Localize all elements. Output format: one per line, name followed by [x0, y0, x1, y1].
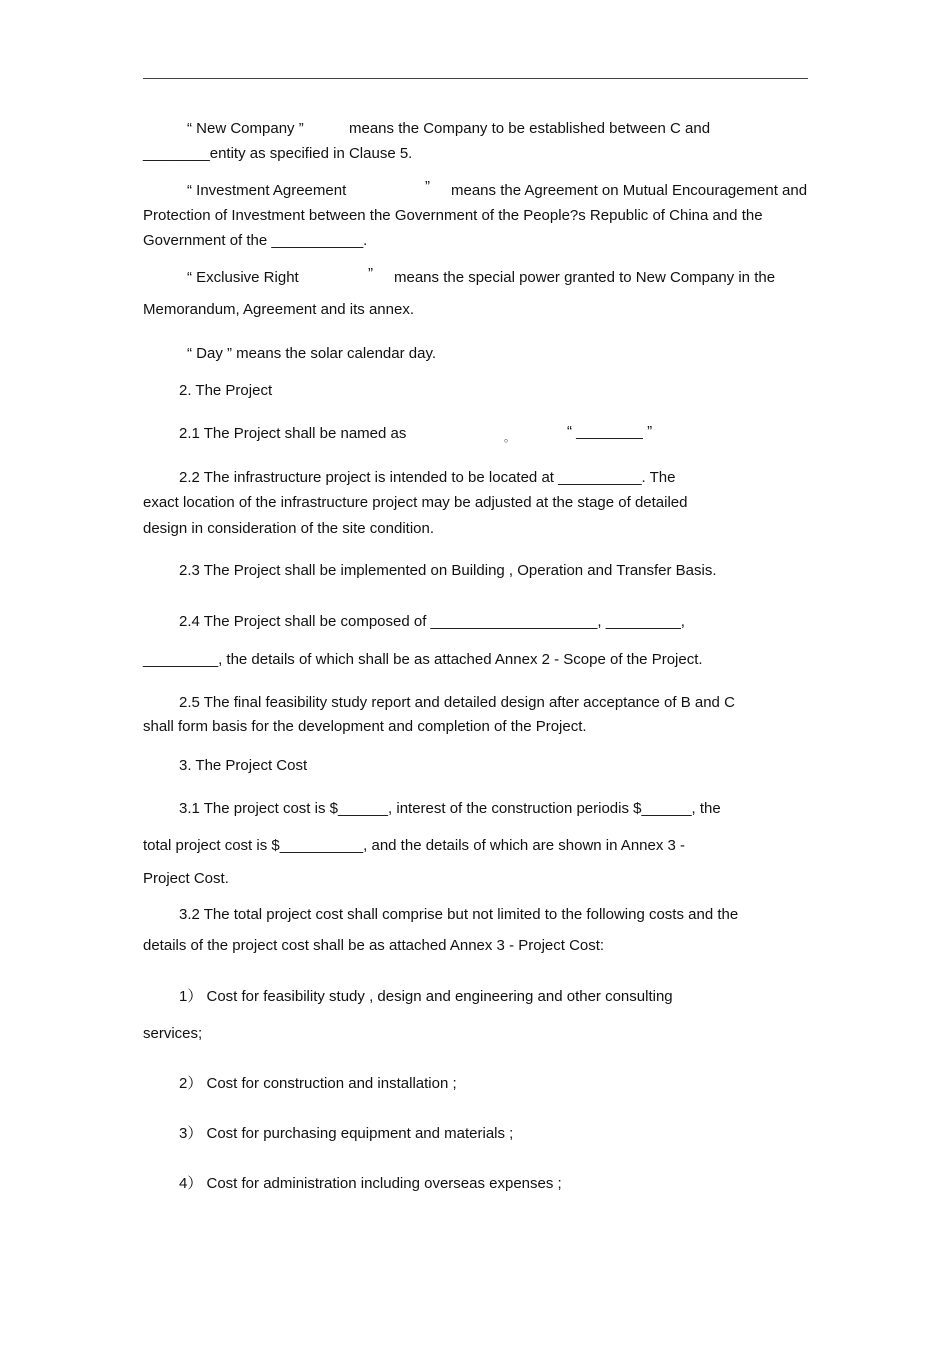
def-new-company-line1: means the Company to be established between C and [349, 120, 711, 137]
clause-2-1-blank: “ ________ ” [567, 423, 653, 440]
def-exclusive-line1: means the special power granted to New Company in the [394, 269, 776, 286]
clause-3-1-line2: total project cost is $__________, and the details of which are shown in Annex 3 - [143, 837, 686, 854]
def-new-company-term: “ New Company ” [187, 120, 304, 137]
clause-3-2-line2: details of the project cost shall be as attached Annex 3 - Project Cost: [143, 937, 605, 954]
def-investment-line2: Protection of Investment between the Government of the People?s Republic of China and the [143, 207, 763, 224]
clause-2-4-line1: 2.4 The Project shall be composed of ____________________, _________, [179, 613, 685, 630]
cost-item-4: 4） Cost for administration including overseas expenses ; [179, 1175, 562, 1192]
cost-item-2: 2） Cost for construction and installation ; [179, 1075, 457, 1092]
clause-2-2-line2: exact location of the infrastructure project may be adjusted at the stage of detailed [143, 494, 688, 511]
clause-2-1-dot: 。 [504, 432, 515, 444]
cost-item-3: 3） Cost for purchasing equipment and materials ; [179, 1125, 514, 1142]
section-2-heading: 2. The Project [179, 382, 273, 399]
header-rule [143, 78, 808, 79]
clause-3-1-line1: 3.1 The project cost is $______, interest of the construction periodis $______, the [179, 800, 721, 817]
def-investment-line3: Government of the ___________. [143, 232, 368, 249]
clause-2-5-line1: 2.5 The final feasibility study report and detailed design after acceptance of B and C [179, 694, 735, 711]
def-investment-line1: means the Agreement on Mutual Encouragement and [451, 182, 808, 199]
def-new-company-line2: ________entity as specified in Clause 5. [143, 145, 413, 162]
def-day: “ Day ” means the solar calendar day. [187, 345, 437, 362]
clause-2-1-text: 2.1 The Project shall be named as [179, 425, 407, 442]
section-3-heading: 3. The Project Cost [179, 757, 308, 774]
def-exclusive-line2: Memorandum, Agreement and its annex. [143, 301, 414, 318]
clause-2-2-line3: design in consideration of the site condition. [143, 520, 435, 537]
clause-3-2-line1: 3.2 The total project cost shall comprise but not limited to the following costs and the [179, 906, 739, 923]
def-investment-term: “ Investment Agreement [187, 182, 347, 199]
clause-3-1-line3: Project Cost. [143, 870, 229, 887]
cost-item-1-line1: 1） Cost for feasibility study , design and engineering and other consulting [179, 988, 673, 1005]
clause-2-5-line2: shall form basis for the development and completion of the Project. [143, 718, 587, 735]
clause-2-3-line1: 2.3 The Project shall be implemented on Building , Operation and Transfer Basis. [179, 562, 717, 579]
clause-2-4-line2: _________, the details of which shall be as attached Annex 2 - Scope of the Project. [143, 651, 703, 668]
cost-item-1-line2: services; [143, 1025, 203, 1042]
def-exclusive-close-quote: ” [368, 265, 373, 282]
clause-2-2-line1: 2.2 The infrastructure project is intended to be located at __________. The [179, 469, 676, 486]
def-exclusive-term: “ Exclusive Right [187, 269, 299, 286]
def-investment-close-quote: ” [425, 178, 430, 195]
